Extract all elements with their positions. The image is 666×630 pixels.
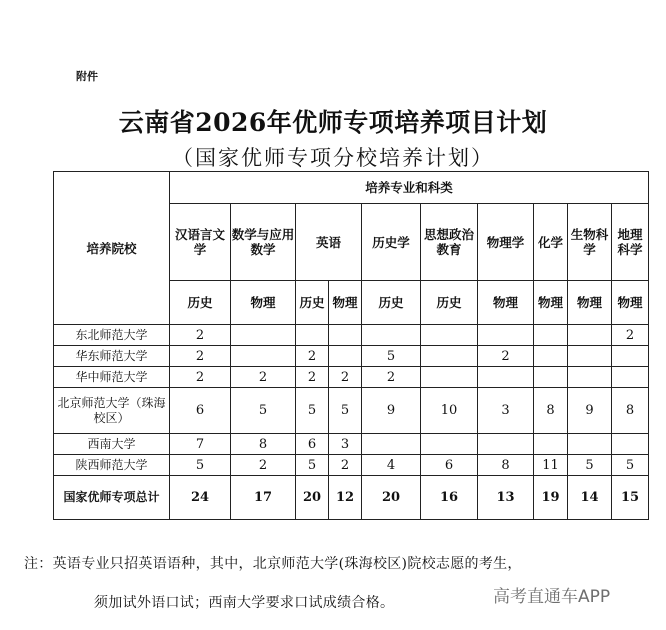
quota-cell	[231, 325, 296, 346]
quota-cell	[421, 434, 478, 455]
quota-cell: 10	[421, 388, 478, 434]
quota-cell: 11	[534, 455, 568, 476]
total-row	[54, 476, 649, 520]
total-cell: 17	[231, 476, 296, 520]
quota-cell: 5	[612, 455, 649, 476]
track-header: 物理	[231, 281, 296, 325]
table-row	[54, 325, 649, 346]
quota-cell: 9	[568, 388, 612, 434]
quota-cell: 8	[231, 434, 296, 455]
quota-cell	[568, 346, 612, 367]
major-header: 思想政治教育	[421, 204, 478, 281]
quota-cell: 5	[568, 455, 612, 476]
total-cell: 19	[534, 476, 568, 520]
quota-cell	[534, 346, 568, 367]
total-cell: 15	[612, 476, 649, 520]
quota-cell: 6	[296, 434, 329, 455]
table-row	[54, 434, 649, 455]
school-name: 北京师范大学（珠海校区）	[54, 388, 170, 434]
footnote-line-2: 须加试外语口试；西南大学要求口试成绩合格。	[94, 595, 395, 611]
quota-cell	[296, 325, 329, 346]
total-cell: 12	[329, 476, 362, 520]
quota-cell	[231, 346, 296, 367]
school-name: 华东师范大学	[54, 346, 170, 367]
total-cell: 14	[568, 476, 612, 520]
quota-cell	[362, 434, 421, 455]
school-name: 西南大学	[54, 434, 170, 455]
quota-cell: 4	[362, 455, 421, 476]
table-row	[54, 388, 649, 434]
major-header: 生物科学	[568, 204, 612, 281]
quota-cell	[421, 346, 478, 367]
quota-cell	[534, 434, 568, 455]
table-row	[54, 455, 649, 476]
quota-cell	[568, 367, 612, 388]
major-header: 数学与应用数学	[231, 204, 296, 281]
quota-cell: 2	[478, 346, 534, 367]
quota-cell: 2	[329, 367, 362, 388]
attachment-label: 附件	[76, 70, 98, 83]
quota-cell	[478, 325, 534, 346]
quota-cell: 2	[231, 455, 296, 476]
quota-cell	[612, 346, 649, 367]
major-header: 历史学	[362, 204, 421, 281]
school-name: 华中师范大学	[54, 367, 170, 388]
quota-cell: 2	[329, 455, 362, 476]
major-header: 汉语言文学	[170, 204, 231, 281]
quota-cell: 2	[296, 367, 329, 388]
quota-cell: 2	[170, 346, 231, 367]
quota-cell	[568, 434, 612, 455]
track-header: 历史	[421, 281, 478, 325]
school-name: 东北师范大学	[54, 325, 170, 346]
quota-cell	[534, 325, 568, 346]
quota-cell: 8	[534, 388, 568, 434]
quota-cell: 6	[421, 455, 478, 476]
quota-cell: 8	[478, 455, 534, 476]
quota-cell	[421, 367, 478, 388]
quota-cell	[478, 434, 534, 455]
quota-cell: 2	[362, 367, 421, 388]
watermark: 高考直通车APP	[493, 587, 611, 607]
quota-cell: 2	[612, 325, 649, 346]
document-title: 云南省2026年优师专项培养项目计划	[118, 108, 548, 137]
total-cell: 13	[478, 476, 534, 520]
track-header: 历史	[296, 281, 329, 325]
quota-cell: 6	[170, 388, 231, 434]
quota-cell: 9	[362, 388, 421, 434]
quota-cell: 5	[296, 455, 329, 476]
quota-cell: 2	[296, 346, 329, 367]
quota-cell	[534, 367, 568, 388]
total-cell: 24	[170, 476, 231, 520]
quota-cell: 2	[170, 367, 231, 388]
table-row	[54, 346, 649, 367]
quota-cell: 2	[231, 367, 296, 388]
quota-cell	[329, 325, 362, 346]
track-header: 历史	[170, 281, 231, 325]
total-cell: 20	[362, 476, 421, 520]
quota-cell: 5	[231, 388, 296, 434]
enrollment-plan-table	[53, 171, 649, 520]
table-header-row-top	[54, 172, 649, 204]
quota-cell: 5	[329, 388, 362, 434]
quota-cell	[612, 367, 649, 388]
track-header: 物理	[612, 281, 649, 325]
total-cell: 16	[421, 476, 478, 520]
total-label: 国家优师专项总计	[54, 476, 170, 520]
quota-cell	[478, 367, 534, 388]
quota-cell	[612, 434, 649, 455]
track-header: 物理	[329, 281, 362, 325]
major-header: 化学	[534, 204, 568, 281]
quota-cell: 2	[170, 325, 231, 346]
document-subtitle: （国家优师专项分校培养计划）	[172, 146, 494, 170]
quota-cell	[362, 325, 421, 346]
quota-cell	[329, 346, 362, 367]
major-header: 物理学	[478, 204, 534, 281]
quota-cell: 3	[478, 388, 534, 434]
table-row	[54, 367, 649, 388]
quota-cell: 5	[362, 346, 421, 367]
footnote-line-1: 注：英语专业只招英语语种，其中，北京师范大学(珠海校区)院校志愿的考生，	[24, 556, 522, 572]
school-name: 陕西师范大学	[54, 455, 170, 476]
track-header: 物理	[534, 281, 568, 325]
majors-group-header: 培养专业和科类	[170, 172, 649, 204]
quota-cell: 7	[170, 434, 231, 455]
quota-cell: 3	[329, 434, 362, 455]
school-column-header: 培养院校	[54, 172, 170, 325]
track-header: 物理	[478, 281, 534, 325]
quota-cell: 5	[296, 388, 329, 434]
quota-cell	[568, 325, 612, 346]
total-cell: 20	[296, 476, 329, 520]
quota-cell	[421, 325, 478, 346]
track-header: 历史	[362, 281, 421, 325]
major-header: 地理科学	[612, 204, 649, 281]
quota-cell: 5	[170, 455, 231, 476]
quota-cell: 8	[612, 388, 649, 434]
track-header: 物理	[568, 281, 612, 325]
major-header: 英语	[296, 204, 362, 281]
